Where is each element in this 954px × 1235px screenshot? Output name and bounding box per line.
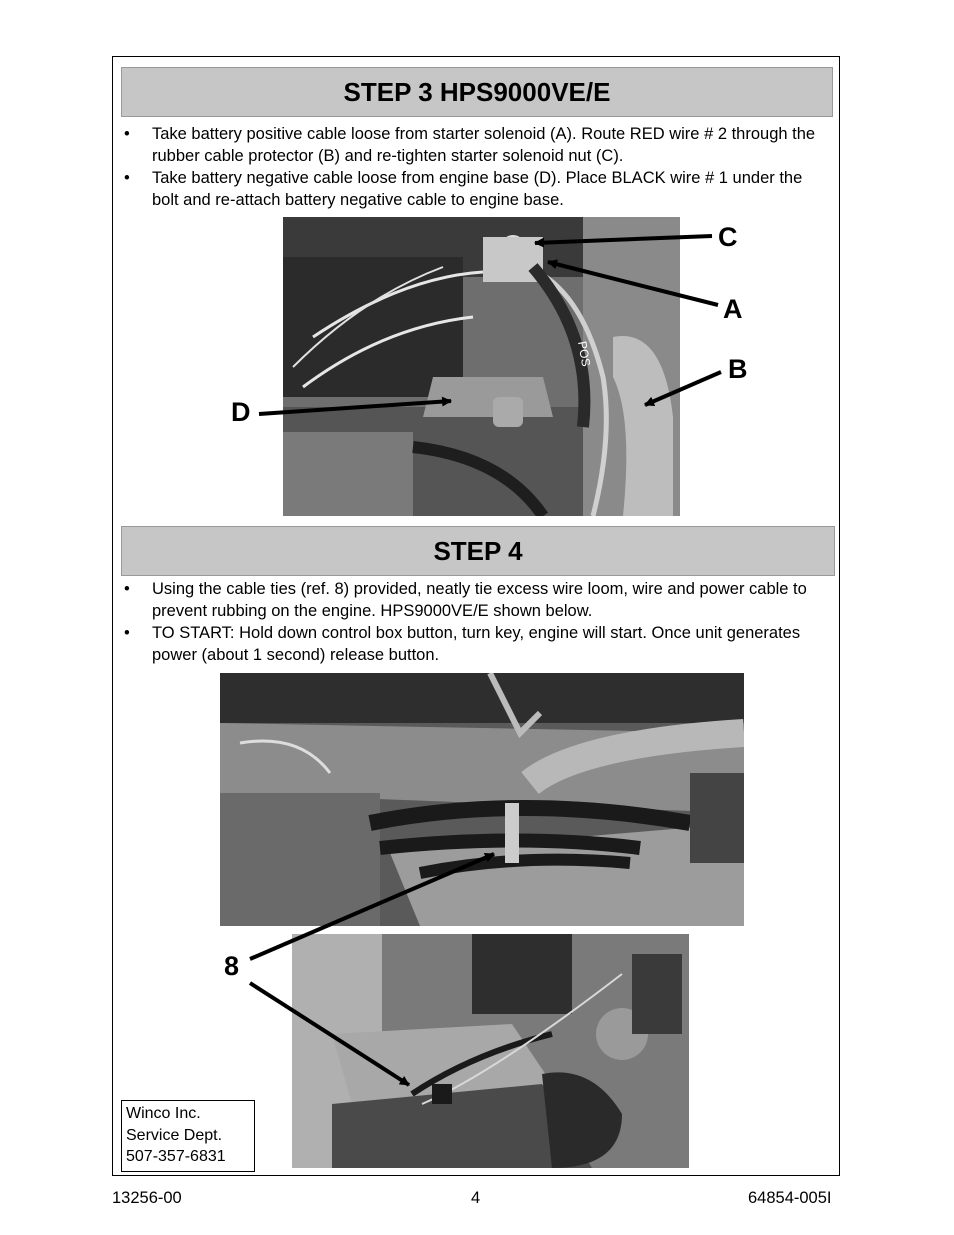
footer-part-number: 64854-005I — [748, 1189, 832, 1207]
step4-instructions — [121, 578, 829, 666]
list-item: • Take battery positive cable loose from starter solenoid (A). Route RED wire # 2 through the rubber cable protector (B) and re-tighten starter solenoid nut (C). — [121, 123, 821, 167]
solenoid-photo — [283, 217, 680, 516]
list-item: • Using the cable ties (ref. 8) provided, neatly tie excess wire loom, wire and power cable to prevent rubbing on the engine. HPS9000VE/E shown below. — [121, 578, 829, 622]
step4-title: STEP 4 — [433, 535, 523, 566]
callout-b: B — [728, 354, 748, 384]
contact-company: Winco Inc. — [126, 1105, 201, 1122]
callout-8: 8 — [224, 951, 240, 981]
page-number: 4 — [471, 1189, 481, 1207]
step3-header — [121, 67, 833, 117]
contact-dept: Service Dept. — [126, 1126, 223, 1144]
pos-label: POS — [575, 340, 594, 368]
list-item: • TO START: Hold down control box button, turn key, engine will start. Once unit generates power (about 1 second) release button. — [121, 622, 829, 666]
step3-title: STEP 3 HPS9000VE/E — [343, 76, 611, 107]
callout-a: A — [723, 294, 743, 324]
contact-phone: 507-357-6831 — [126, 1148, 226, 1165]
wire-loom-photo — [220, 673, 744, 926]
footer-doc-number: 13256-00 — [112, 1189, 182, 1207]
contact-box — [121, 1100, 255, 1172]
step4-header — [121, 526, 835, 576]
list-item: • Take battery negative cable loose from engine base (D). Place BLACK wire # 1 under the bolt and re-attach battery negative cable to engine base. — [121, 167, 821, 211]
cable-tie-photo — [292, 934, 689, 1168]
callout-c: C — [718, 222, 738, 252]
step3-instructions — [121, 123, 821, 211]
callout-d: D — [231, 397, 251, 427]
